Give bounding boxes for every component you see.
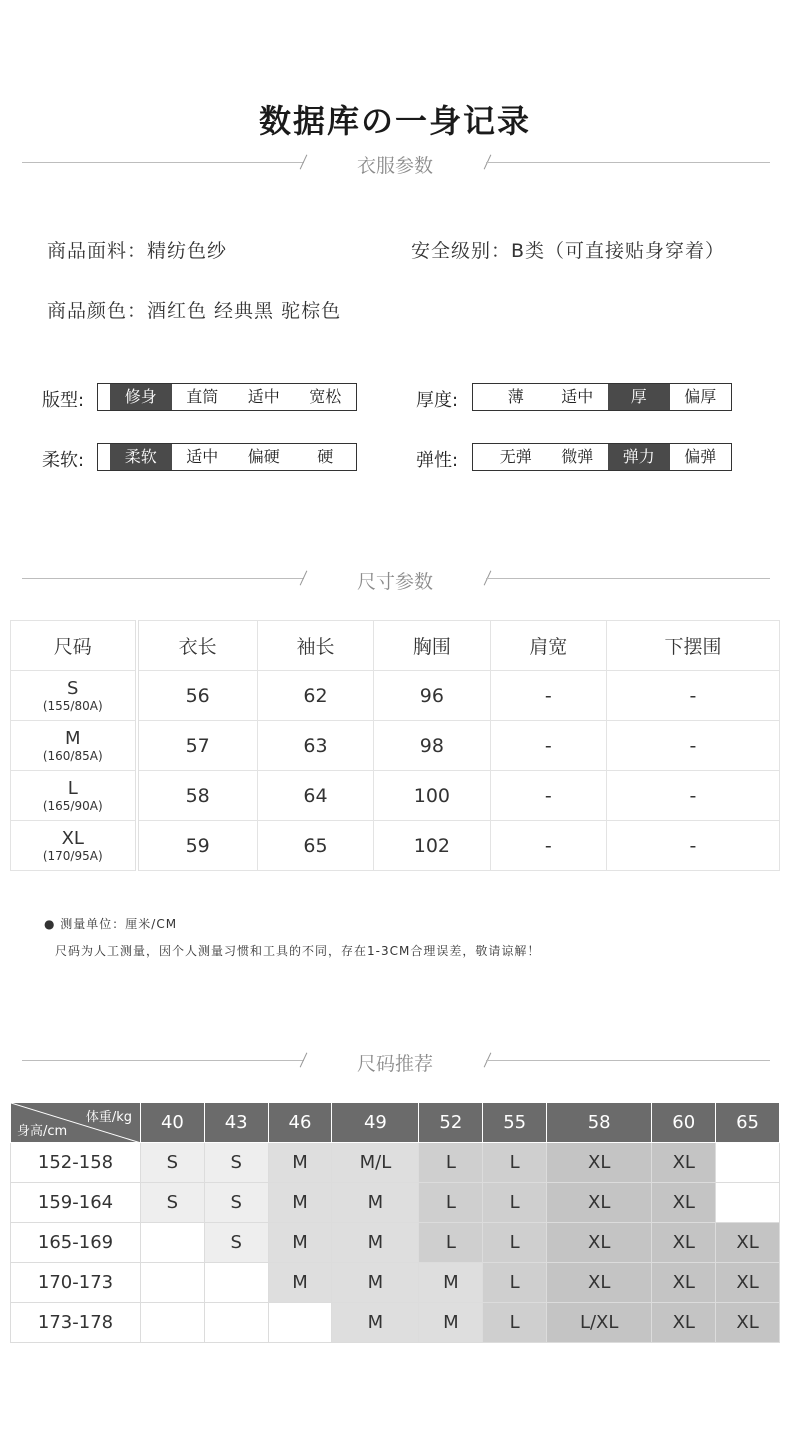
recommend-cell: XL [652,1263,716,1303]
header-cell: 尺码 [11,621,137,671]
recommend-cell: L [419,1183,483,1223]
thickness-option: 适中 [561,387,594,406]
section-header-clothing [0,148,790,178]
table-row [11,1223,780,1263]
weight-header: 49 [332,1103,419,1143]
recommend-cell: M [268,1183,332,1223]
page-title: 数据库の一身记录 [258,102,531,140]
recommend-cell: M [332,1303,419,1343]
size-name: S [67,677,79,699]
header-cell: 胸围 [374,621,490,671]
softness-option: 硬 [317,447,334,466]
section-header-size [0,564,790,594]
table-cell: 63 [257,721,373,771]
recommend-cell: L/XL [547,1303,652,1343]
table-cell: 100 [374,771,490,821]
fit-label: 版型: [42,390,85,411]
size-recommend-table [10,1102,780,1343]
divider-line [22,1060,304,1061]
table-row [11,771,780,821]
section-title: 衣服参数 [356,155,433,177]
divider-line [486,578,770,579]
recommend-cell: M [268,1143,332,1183]
size-name: L [67,777,78,799]
recommend-cell: XL [547,1263,652,1303]
elasticity-option: 弹力 [608,444,670,470]
recommend-cell: XL [652,1183,716,1223]
corner-cell [11,1103,141,1143]
recommend-cell: XL [547,1143,652,1183]
table-cell: 58 [137,771,258,821]
header-cell: 袖长 [257,621,373,671]
elasticity-option: 微弹 [561,447,594,466]
section-header-recommend [0,1046,790,1076]
size-table [10,620,780,871]
table-header-row [11,621,780,671]
softness-label: 柔软: [42,450,85,471]
recommend-cell: M/L [332,1143,419,1183]
height-range-cell: 173-178 [11,1303,141,1343]
table-cell: - [490,771,606,821]
divider-line [22,578,304,579]
recommend-cell [204,1303,268,1343]
header-cell: 衣长 [137,621,258,671]
table-row [11,1303,780,1343]
weight-header: 43 [204,1103,268,1143]
softness-option: 柔软 [110,444,172,470]
table-cell: - [490,821,606,871]
elasticity-scale [472,443,732,471]
divider-line [22,162,304,163]
divider-line [486,1060,770,1061]
disclaimer-note: 尺码为人工测量，因个人测量习惯和工具的不同，存在1-3CM合理误差，敬请谅解！ [55,944,541,958]
size-name: M [64,727,81,749]
size-spec: (165/90A) [42,798,103,813]
table-row [11,671,780,721]
recommend-cell: XL [547,1183,652,1223]
size-cell [11,821,137,871]
table-row [11,821,780,871]
thickness-scale [472,383,732,411]
recommend-cell: XL [716,1223,780,1263]
recommend-cell: L [483,1263,547,1303]
recommend-cell: L [419,1223,483,1263]
thickness-option: 薄 [507,387,524,406]
recommend-cell: M [268,1263,332,1303]
recommend-cell: XL [547,1223,652,1263]
recommend-cell: S [204,1183,268,1223]
thickness-option: 偏厚 [684,387,717,406]
table-row [11,1183,780,1223]
recommend-cell: M [332,1183,419,1223]
table-cell: - [606,821,779,871]
section-title: 尺寸参数 [356,571,433,593]
softness-option: 适中 [186,447,219,466]
table-cell: 59 [137,821,258,871]
recommend-cell [141,1223,205,1263]
recommend-cell [141,1263,205,1303]
section-title: 尺码推荐 [356,1053,433,1075]
table-cell: - [490,671,606,721]
size-spec: (155/80A) [42,698,103,713]
size-name: XL [61,827,84,849]
size-spec: (160/85A) [42,748,103,763]
header-cell: 下摆围 [606,621,779,671]
recommend-cell: L [483,1183,547,1223]
weight-axis-label: 体重/kg [85,1110,132,1125]
weight-header: 52 [419,1103,483,1143]
recommend-cell: M [268,1223,332,1263]
header-cell: 肩宽 [490,621,606,671]
elasticity-option: 无弹 [499,447,532,466]
color-info: 商品颜色：酒红色 经典黑 驼棕色 [47,300,342,322]
recommend-cell: XL [652,1303,716,1343]
height-range-cell: 170-173 [11,1263,141,1303]
table-cell: 65 [257,821,373,871]
recommend-cell: L [483,1303,547,1343]
table-cell: - [606,671,779,721]
table-cell: 57 [137,721,258,771]
table-cell: 96 [374,671,490,721]
recommend-cell: M [332,1263,419,1303]
recommend-cell [716,1143,780,1183]
recommend-cell: XL [716,1263,780,1303]
height-axis-label: 身高/cm [17,1124,68,1139]
height-range-cell: 159-164 [11,1183,141,1223]
table-cell: 56 [137,671,258,721]
table-cell: - [490,721,606,771]
weight-header: 40 [141,1103,205,1143]
fit-option: 适中 [247,387,280,406]
softness-scale [97,443,357,471]
elasticity-option: 偏弹 [684,447,717,466]
size-cell [11,721,137,771]
recommend-cell [268,1303,332,1343]
thickness-option: 厚 [608,384,670,410]
table-cell: - [606,721,779,771]
table-row [11,721,780,771]
recommend-cell: M [332,1223,419,1263]
height-range-cell: 152-158 [11,1143,141,1183]
weight-header: 65 [716,1103,780,1143]
recommend-cell: XL [652,1223,716,1263]
recommend-cell: S [141,1183,205,1223]
softness-option: 偏硬 [247,447,280,466]
table-cell: 102 [374,821,490,871]
divider-line [486,162,770,163]
table-row [11,1263,780,1303]
safety-info: 安全级别：B类（可直接贴身穿着） [411,240,726,262]
size-cell [11,771,137,821]
elasticity-label: 弹性: [416,450,459,471]
table-cell: 98 [374,721,490,771]
weight-header-row [11,1103,780,1143]
table-row [11,1143,780,1183]
weight-header: 55 [483,1103,547,1143]
recommend-cell: M [419,1263,483,1303]
height-range-cell: 165-169 [11,1223,141,1263]
recommend-cell [141,1303,205,1343]
recommend-cell: L [483,1223,547,1263]
thickness-label: 厚度: [416,390,459,411]
recommend-cell: S [141,1143,205,1183]
weight-header: 60 [652,1103,716,1143]
table-cell: 62 [257,671,373,721]
recommend-cell: S [204,1143,268,1183]
fit-option: 宽松 [309,387,342,406]
fit-scale [97,383,357,411]
size-spec: (170/95A) [42,848,103,863]
recommend-cell: L [419,1143,483,1183]
table-cell: - [606,771,779,821]
recommend-cell: M [419,1303,483,1343]
recommend-cell: L [483,1143,547,1183]
recommend-cell: XL [652,1143,716,1183]
measure-unit-note: ● 测量单位：厘米/CM [44,917,178,931]
recommend-cell [716,1183,780,1223]
recommend-cell: S [204,1223,268,1263]
size-cell [11,671,137,721]
weight-header: 58 [547,1103,652,1143]
fit-option: 直筒 [186,387,219,406]
recommend-cell [204,1263,268,1303]
table-cell: 64 [257,771,373,821]
fit-option: 修身 [110,384,172,410]
recommend-cell: XL [716,1303,780,1343]
fabric-info: 商品面料：精纺色纱 [47,240,228,262]
weight-header: 46 [268,1103,332,1143]
